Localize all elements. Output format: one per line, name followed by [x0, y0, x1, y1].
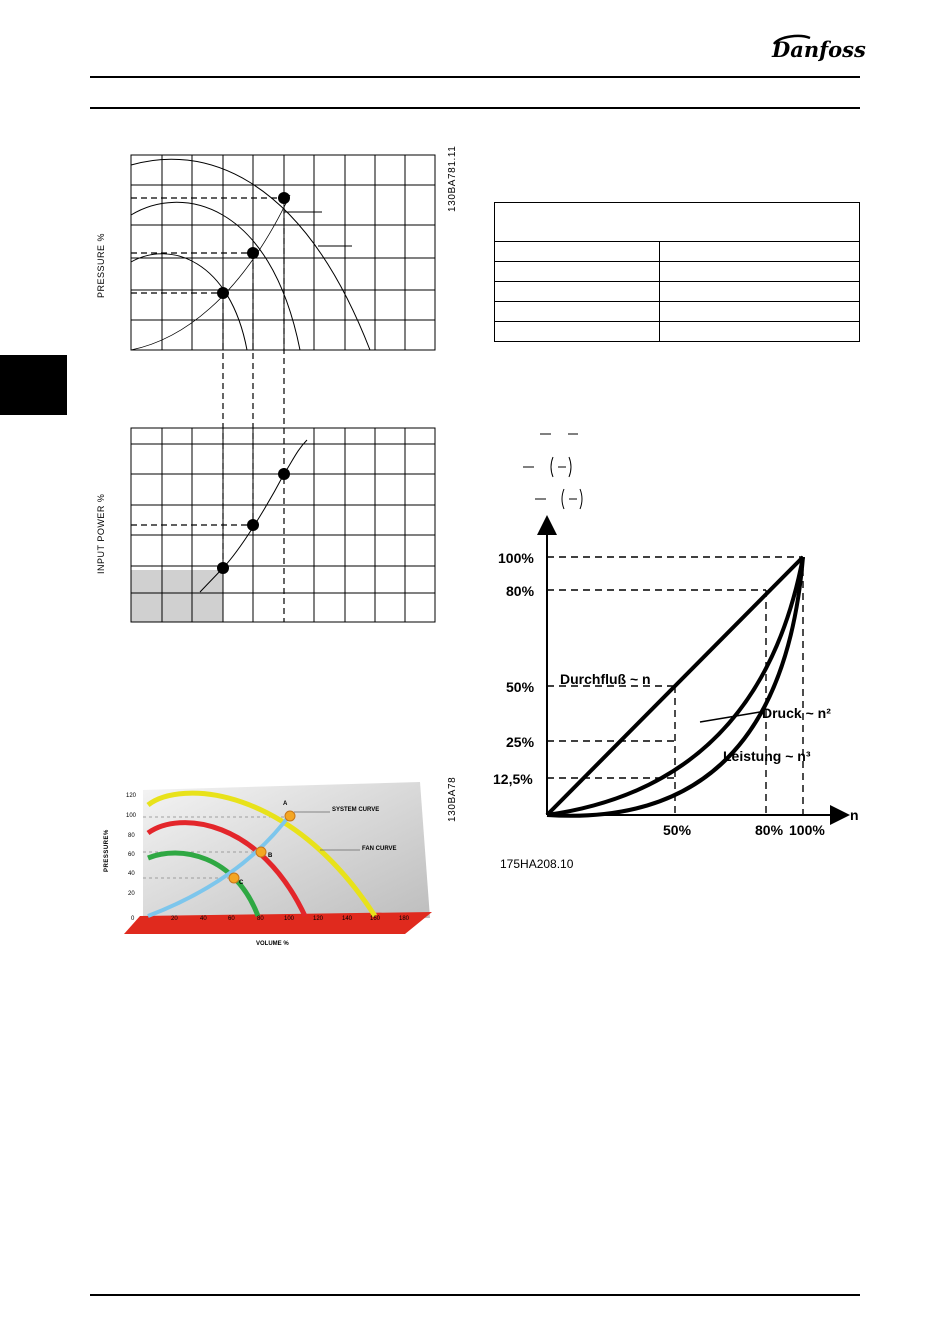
power-label: Leistung ~ n³: [723, 748, 811, 764]
y-tick-100: 100%: [498, 550, 534, 566]
x-tick: 80: [257, 916, 264, 922]
y-tick: 80: [128, 833, 135, 839]
y-tick-25: 25%: [506, 734, 535, 750]
y-tick-50: 50%: [506, 679, 535, 695]
y-tick: 0: [131, 916, 135, 922]
figure-code-color: 130BA78: [447, 776, 458, 822]
point-c-label: C: [239, 880, 244, 886]
y-tick: 60: [128, 852, 135, 858]
fan-curve-label: FAN CURVE: [362, 846, 397, 852]
y-tick: 100: [126, 813, 137, 819]
point-a-label: A: [283, 801, 288, 807]
x-tick: 40: [200, 916, 207, 922]
x-tick: 180: [399, 916, 410, 922]
point-b-label: B: [268, 853, 273, 859]
x-tick: 20: [171, 916, 178, 922]
pressure-axis-label: PRESSURE %: [96, 232, 106, 298]
y-tick: 120: [126, 793, 137, 799]
y-tick-12-5: 12,5%: [493, 771, 533, 787]
brand-name: Danfoss: [772, 37, 866, 62]
pressure-percent-label: PRESSURE%: [104, 829, 110, 872]
x-tick-100: 100%: [789, 822, 825, 838]
x-tick: 120: [313, 916, 324, 922]
y-tick: 40: [128, 871, 135, 877]
y-tick: 20: [128, 891, 135, 897]
figure-code-affinity: 175HA208.10: [500, 857, 574, 871]
x-tick-80: 80%: [755, 822, 784, 838]
x-tick: 160: [370, 916, 381, 922]
x-tick: 60: [228, 916, 235, 922]
system-curve-label: SYSTEM CURVE: [332, 807, 380, 813]
flow-label: Durchfluß ~ n: [560, 671, 651, 687]
x-tick: 100: [284, 916, 295, 922]
y-tick-80: 80%: [506, 583, 535, 599]
figure-code-fan: 130BA781.11: [447, 145, 458, 212]
x-tick: 140: [342, 916, 353, 922]
power-axis-label: INPUT POWER %: [96, 493, 106, 574]
footer-rule: [90, 1294, 860, 1296]
volume-axis-label: VOLUME %: [256, 941, 289, 947]
x-tick-50: 50%: [663, 822, 692, 838]
pressure-label: Druck ~ n²: [762, 705, 831, 721]
x-axis-label: n: [850, 807, 859, 823]
